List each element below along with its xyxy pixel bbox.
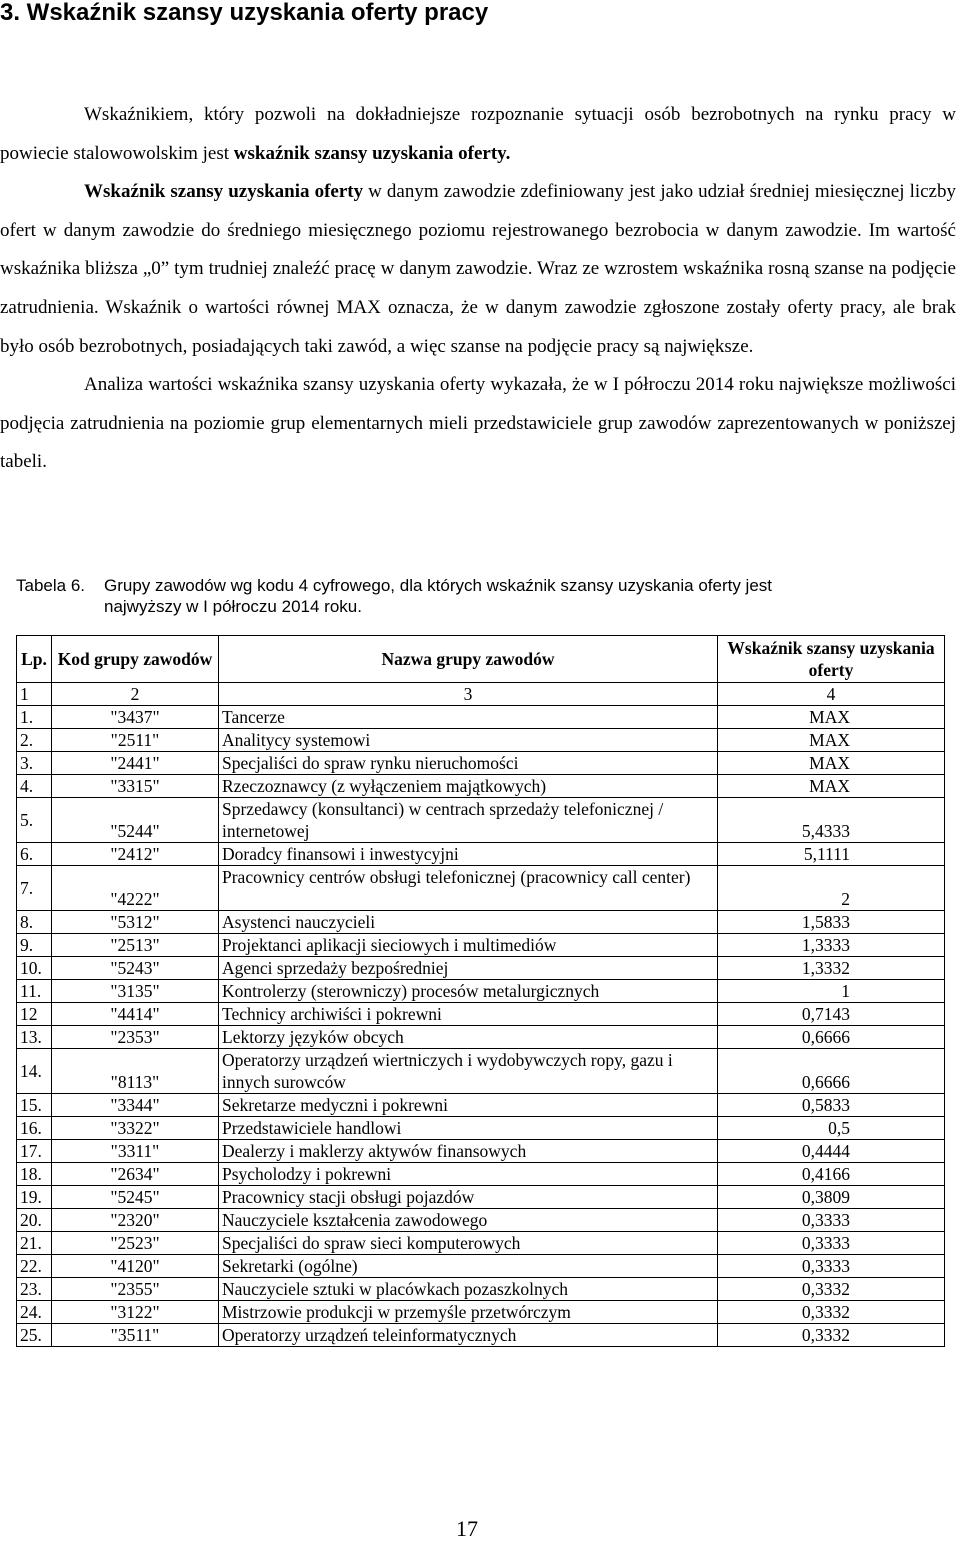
row-lp: 13.: [17, 1026, 52, 1049]
row-code: "5245": [52, 1186, 219, 1209]
table-caption: [16, 575, 916, 617]
table-row: [17, 957, 945, 980]
row-name: Analitycy systemowi: [219, 729, 718, 752]
row-lp: 16.: [17, 1117, 52, 1140]
body-text: [0, 96, 956, 482]
row-index: 0,3332: [718, 1324, 945, 1347]
header-code: Kod grupy zawodów: [52, 636, 219, 683]
row-name: Agenci sprzedaży bezpośredniej: [219, 957, 718, 980]
row-lp: 11.: [17, 980, 52, 1003]
column-number: 1: [17, 683, 52, 706]
table-row: [17, 1026, 945, 1049]
caption-label: Tabela 6.: [16, 576, 85, 595]
row-lp: 20.: [17, 1209, 52, 1232]
row-index: 0,3333: [718, 1209, 945, 1232]
row-lp: 25.: [17, 1324, 52, 1347]
row-code: "3122": [52, 1301, 219, 1324]
row-index: 0,4444: [718, 1140, 945, 1163]
table-row: [17, 1094, 945, 1117]
row-code: "3315": [52, 775, 219, 798]
row-index: 0,3332: [718, 1301, 945, 1324]
row-name: Operatorzy urządzeń teleinformatycznych: [219, 1324, 718, 1347]
row-index: 1,5833: [718, 911, 945, 934]
row-code: "2523": [52, 1232, 219, 1255]
table-row: [17, 1255, 945, 1278]
row-lp: 22.: [17, 1255, 52, 1278]
caption-text-1: Grupy zawodów wg kodu 4 cyfrowego, dla których wskaźnik szansy uzyskania oferty jest: [104, 576, 773, 595]
column-number: 4: [718, 683, 945, 706]
row-name: Specjaliści do spraw sieci komputerowych: [219, 1232, 718, 1255]
paragraph-1-bold: wskaźnik szansy uzyskania oferty.: [233, 142, 511, 164]
table-row: [17, 1278, 945, 1301]
table-row: [17, 1186, 945, 1209]
table-header-row: [17, 636, 945, 683]
table-row: [17, 1301, 945, 1324]
table-row: [17, 729, 945, 752]
table-row: [17, 1232, 945, 1255]
table-row: [17, 866, 945, 911]
table-row: [17, 1209, 945, 1232]
table-column-number-row: [17, 683, 945, 706]
row-index: MAX: [718, 752, 945, 775]
row-code: "2320": [52, 1209, 219, 1232]
row-name: Specjaliści do spraw rynku nieruchomości: [219, 752, 718, 775]
row-lp: 12: [17, 1003, 52, 1026]
row-code: "2511": [52, 729, 219, 752]
row-code: "5244": [52, 798, 219, 843]
row-lp: 6.: [17, 843, 52, 866]
occupation-table: [16, 635, 945, 1347]
row-code: "2634": [52, 1163, 219, 1186]
row-code: "2353": [52, 1026, 219, 1049]
row-lp: 3.: [17, 752, 52, 775]
table-row: [17, 752, 945, 775]
row-index: 0,5833: [718, 1094, 945, 1117]
row-name: Pracownicy centrów obsługi telefonicznej (pracownicy call center): [219, 866, 718, 911]
row-name: Lektorzy języków obcych: [219, 1026, 718, 1049]
row-name: Tancerze: [219, 706, 718, 729]
row-code: "3322": [52, 1117, 219, 1140]
row-index: 0,3333: [718, 1255, 945, 1278]
row-name: Rzeczoznawcy (z wyłączeniem majątkowych): [219, 775, 718, 798]
table-row: [17, 934, 945, 957]
row-code: "2441": [52, 752, 219, 775]
table-row: [17, 911, 945, 934]
row-name: Kontrolerzy (sterowniczy) procesów metalurgicznych: [219, 980, 718, 1003]
row-lp: 8.: [17, 911, 52, 934]
row-index: 1,3332: [718, 957, 945, 980]
row-lp: 7.: [17, 866, 52, 911]
row-code: "3311": [52, 1140, 219, 1163]
table-row: [17, 706, 945, 729]
row-index: 0,4166: [718, 1163, 945, 1186]
row-index: 0,3333: [718, 1232, 945, 1255]
row-name: Sekretarze medyczni i pokrewni: [219, 1094, 718, 1117]
page-number: 17: [456, 1516, 478, 1541]
row-lp: 23.: [17, 1278, 52, 1301]
table-row: [17, 1117, 945, 1140]
row-code: "4120": [52, 1255, 219, 1278]
row-name: Doradcy finansowi i inwestycyjni: [219, 843, 718, 866]
section-heading: 3. Wskaźnik szansy uzyskania oferty pracy: [0, 0, 489, 26]
table-row: [17, 798, 945, 843]
row-index: MAX: [718, 775, 945, 798]
row-name: Operatorzy urządzeń wiertniczych i wydobywczych ropy, gazu i innych surowców: [219, 1049, 718, 1094]
row-index: 5,1111: [718, 843, 945, 866]
row-lp: 17.: [17, 1140, 52, 1163]
row-lp: 2.: [17, 729, 52, 752]
row-index: MAX: [718, 729, 945, 752]
table-row: [17, 1163, 945, 1186]
column-number: 3: [219, 683, 718, 706]
row-index: 0,7143: [718, 1003, 945, 1026]
row-lp: 21.: [17, 1232, 52, 1255]
table-row: [17, 775, 945, 798]
row-code: "4222": [52, 866, 219, 911]
row-code: "3437": [52, 706, 219, 729]
row-lp: 24.: [17, 1301, 52, 1324]
table-row: [17, 1324, 945, 1347]
row-name: Dealerzy i maklerzy aktywów finansowych: [219, 1140, 718, 1163]
row-code: "3511": [52, 1324, 219, 1347]
row-index: 1,3333: [718, 934, 945, 957]
table-row: [17, 980, 945, 1003]
table-row: [17, 843, 945, 866]
row-code: "2412": [52, 843, 219, 866]
row-name: Projektanci aplikacji sieciowych i multimediów: [219, 934, 718, 957]
row-name: Pracownicy stacji obsługi pojazdów: [219, 1186, 718, 1209]
row-lp: 1.: [17, 706, 52, 729]
table-row: [17, 1003, 945, 1026]
row-name: Technicy archiwiści i pokrewni: [219, 1003, 718, 1026]
row-index: 0,6666: [718, 1049, 945, 1094]
row-name: Sekretarki (ogólne): [219, 1255, 718, 1278]
row-lp: 19.: [17, 1186, 52, 1209]
row-lp: 10.: [17, 957, 52, 980]
table-row: [17, 1049, 945, 1094]
paragraph-1: [0, 96, 956, 173]
paragraph-2-text: w danym zawodzie zdefiniowany jest jako udział średniej miesięcznej liczby ofert w danym zawodzie do średniego miesięcznego poziomu rejestrowanego bezrobocia w danym zawodzie. Im wartość wskaźnika bliższa „0” tym trudniej znaleźć pracę w danym zawodzie. Wraz ze wzrostem wskaźnika rosną szanse na podjęcie zatrudnienia. Wskaźnik o wartości równej MAX oznacza, że w danym zawodzie zgłoszone zostały oferty pracy, ale brak było osób bezrobotnych, posiadających taki zawód, a więc szanse na podjęcie pracy są największe.: [0, 181, 956, 357]
header-lp: Lp.: [17, 636, 52, 683]
row-lp: 4.: [17, 775, 52, 798]
row-index: MAX: [718, 706, 945, 729]
column-number: 2: [52, 683, 219, 706]
row-code: "3135": [52, 980, 219, 1003]
row-index: 0,5: [718, 1117, 945, 1140]
row-name: Sprzedawcy (konsultanci) w centrach sprzedaży telefonicznej / internetowej: [219, 798, 718, 843]
row-lp: 5.: [17, 798, 52, 843]
paragraph-2-bold: Wskaźnik szansy uzyskania oferty: [84, 181, 364, 203]
header-index: Wskaźnik szansy uzyskania oferty: [718, 636, 945, 683]
table-row: [17, 1140, 945, 1163]
row-index: 2: [718, 866, 945, 911]
row-code: "5312": [52, 911, 219, 934]
row-name: Psycholodzy i pokrewni: [219, 1163, 718, 1186]
row-index: 5,4333: [718, 798, 945, 843]
row-name: Nauczyciele kształcenia zawodowego: [219, 1209, 718, 1232]
row-name: Nauczyciele sztuki w placówkach pozaszkolnych: [219, 1278, 718, 1301]
row-code: "2513": [52, 934, 219, 957]
row-code: "3344": [52, 1094, 219, 1117]
paragraph-2: [0, 173, 956, 366]
row-code: "8113": [52, 1049, 219, 1094]
row-index: 1: [718, 980, 945, 1003]
row-index: 0,3809: [718, 1186, 945, 1209]
row-index: 0,3332: [718, 1278, 945, 1301]
caption-text-2: najwyższy w I półroczu 2014 roku.: [104, 597, 362, 616]
row-index: 0,6666: [718, 1026, 945, 1049]
row-code: "5243": [52, 957, 219, 980]
row-lp: 14.: [17, 1049, 52, 1094]
table-body: [17, 706, 945, 1347]
paragraph-1-text: Wskaźnikiem, który pozwoli na dokładniejsze rozpoznanie sytuacji osób bezrobotnych na rynku pracy w powiecie stalowowolskim jest: [0, 104, 956, 164]
row-name: Mistrzowie produkcji w przemyśle przetwórczym: [219, 1301, 718, 1324]
row-name: Przedstawiciele handlowi: [219, 1117, 718, 1140]
paragraph-3: Analiza wartości wskaźnika szansy uzyskania oferty wykazała, że w I półroczu 2014 roku największe możliwości podjęcia zatrudnienia na poziomie grup elementarnych mieli przedstawiciele grup zawodów zaprezentowanych w poniższej tabeli.: [0, 374, 956, 473]
row-code: "2355": [52, 1278, 219, 1301]
row-name: Asystenci nauczycieli: [219, 911, 718, 934]
row-code: "4414": [52, 1003, 219, 1026]
row-lp: 9.: [17, 934, 52, 957]
row-lp: 18.: [17, 1163, 52, 1186]
header-name: Nazwa grupy zawodów: [219, 636, 718, 683]
row-lp: 15.: [17, 1094, 52, 1117]
